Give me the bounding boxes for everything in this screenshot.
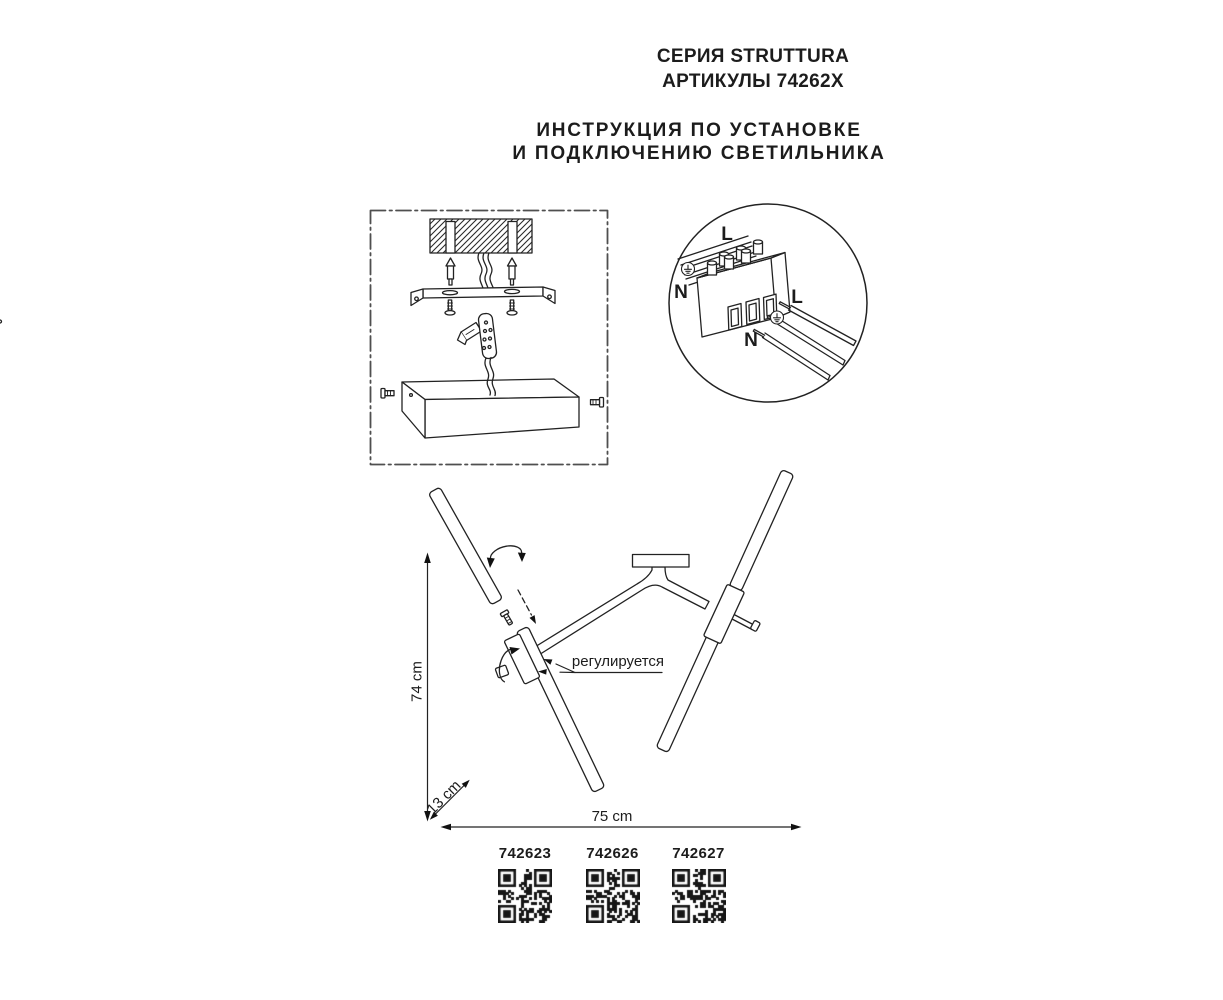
mounting-bracket <box>411 287 555 306</box>
qr-code <box>586 869 640 923</box>
product-item <box>497 845 554 923</box>
article-number: 742627 <box>672 845 725 862</box>
wall-anchor <box>508 258 517 285</box>
left-bar-lower <box>516 626 605 792</box>
terminal-neutral-label: N <box>674 282 688 303</box>
articles: АРТИКУЛЫ 74262X <box>662 71 844 92</box>
sleeve-bolt-cap <box>495 665 509 678</box>
mounting-exploded-view <box>0 211 608 465</box>
height-dimension: 74 cm <box>408 661 426 702</box>
qr-code <box>498 869 552 923</box>
wiring-detail-circle <box>669 204 867 402</box>
grub-screw <box>500 610 514 627</box>
rotate-arrow-top <box>487 546 526 568</box>
product-item <box>584 845 641 923</box>
driver-box <box>402 379 579 438</box>
bracket-screws <box>445 300 517 315</box>
right-bar-sleeve <box>703 584 744 644</box>
qr-code <box>672 869 726 923</box>
offset-dimension: 13 cm <box>423 777 465 818</box>
right-bar-lower <box>656 633 720 752</box>
support-arms <box>530 567 709 658</box>
article-number: 742626 <box>586 845 639 862</box>
dimension-lines <box>424 553 801 831</box>
product-item <box>670 845 727 923</box>
ceiling-plate <box>633 555 690 568</box>
earth-ground-icon <box>771 311 784 324</box>
insert-arrow <box>518 590 536 624</box>
width-dimension: 75 cm <box>591 808 633 825</box>
wire-neutral-label: N <box>744 330 758 351</box>
earth-ground-icon <box>682 263 695 276</box>
ceiling-block <box>430 219 532 253</box>
doc-title-line2: И ПОДКЛЮЧЕНИЮ СВЕТИЛЬНИКА <box>512 143 886 164</box>
adjustable-label: регулируется <box>571 653 665 670</box>
right-bar-upper <box>729 470 794 592</box>
arm-protrusion <box>733 615 760 632</box>
wall-anchor <box>446 258 455 285</box>
series-name: СЕРИЯ STRUTTURA <box>656 46 850 67</box>
article-number: 742623 <box>498 845 552 862</box>
doc-title-line1: ИНСТРУКЦИЯ ПО УСТАНОВКЕ <box>536 120 862 141</box>
fixture-drawing <box>424 470 801 831</box>
terminal-live-label: L <box>721 224 733 245</box>
left-bar-upper <box>428 487 502 605</box>
terminal-and-clip <box>0 313 497 359</box>
wire-live-label: L <box>791 287 803 308</box>
